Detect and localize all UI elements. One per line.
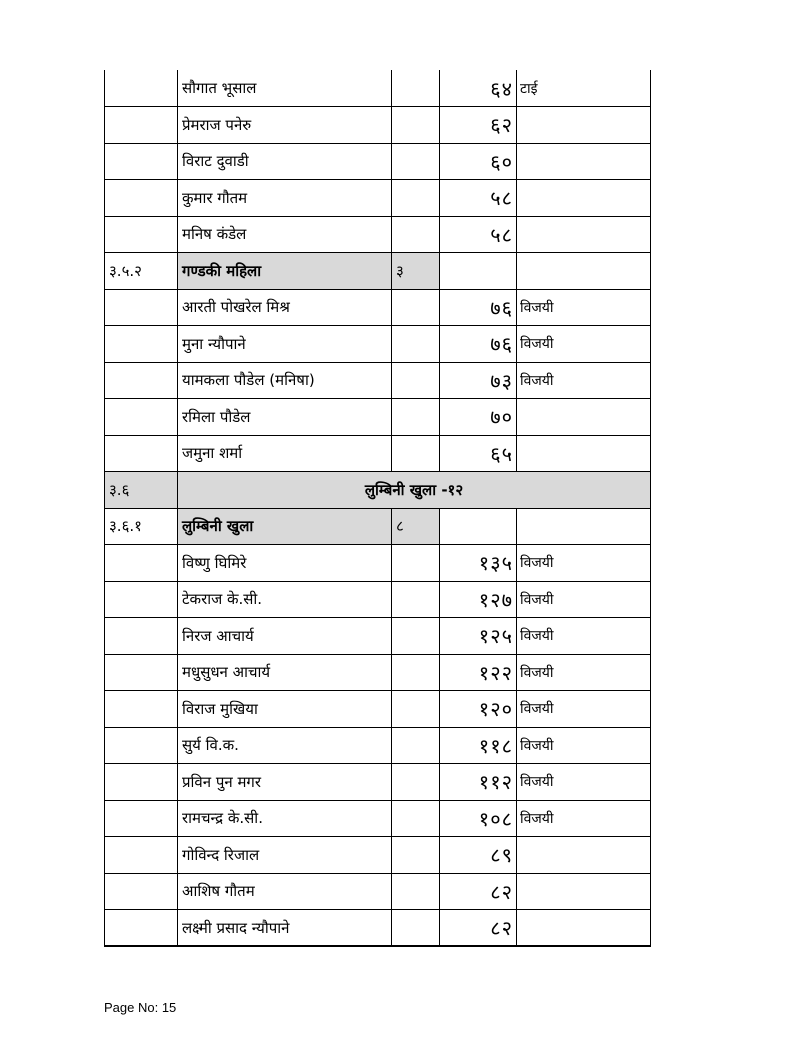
result-status-cell: विजयी	[517, 581, 651, 618]
serial-number-cell	[105, 764, 178, 801]
candidate-name-cell: लुम्बिनी खुला	[178, 508, 392, 545]
seats-cell: ३	[392, 253, 440, 290]
result-status-cell	[517, 143, 651, 180]
serial-number-cell: ३.५.२	[105, 253, 178, 290]
candidate-row	[105, 362, 651, 399]
candidate-row	[105, 399, 651, 436]
candidate-row	[105, 618, 651, 655]
result-status-cell	[517, 216, 651, 253]
seats-cell	[392, 180, 440, 217]
votes-cell: १२७	[440, 581, 517, 618]
serial-number-cell	[105, 837, 178, 874]
serial-number-cell	[105, 654, 178, 691]
serial-number-cell	[105, 216, 178, 253]
result-status-cell	[517, 837, 651, 874]
candidate-row	[105, 107, 651, 144]
seats-cell	[392, 143, 440, 180]
serial-number-cell	[105, 727, 178, 764]
serial-number-cell	[105, 435, 178, 472]
serial-number-cell	[105, 289, 178, 326]
result-status-cell: विजयी	[517, 727, 651, 764]
serial-number-cell	[105, 545, 178, 582]
candidate-name-cell: लक्ष्मी प्रसाद न्यौपाने	[178, 910, 392, 947]
serial-number-cell	[105, 873, 178, 910]
seats-cell	[392, 399, 440, 436]
candidate-name-cell: गण्डकी महिला	[178, 253, 392, 290]
candidate-name-cell: यामकला पौडेल (मनिषा)	[178, 362, 392, 399]
candidate-name-cell: रामचन्द्र के.सी.	[178, 800, 392, 837]
category-header-row	[105, 508, 651, 545]
seats-cell	[392, 216, 440, 253]
result-status-cell: टाई	[517, 70, 651, 107]
candidate-row	[105, 326, 651, 363]
seats-cell	[392, 326, 440, 363]
serial-number-cell	[105, 143, 178, 180]
candidate-name-cell: प्रविन पुन मगर	[178, 764, 392, 801]
category-header-row	[105, 253, 651, 290]
result-status-cell: विजयी	[517, 764, 651, 801]
candidate-name-cell: टेकराज के.सी.	[178, 581, 392, 618]
candidate-name-cell: कुमार गौतम	[178, 180, 392, 217]
candidate-name-cell: प्रेमराज पनेरु	[178, 107, 392, 144]
result-status-cell	[517, 180, 651, 217]
seats-cell	[392, 691, 440, 728]
votes-cell: ८९	[440, 837, 517, 874]
page-number: Page No: 15	[104, 1000, 177, 1015]
candidate-row	[105, 764, 651, 801]
seats-cell	[392, 873, 440, 910]
votes-cell	[440, 508, 517, 545]
candidate-row	[105, 800, 651, 837]
candidate-row	[105, 727, 651, 764]
serial-number-cell	[105, 326, 178, 363]
candidate-name-cell: विष्णु घिमिरे	[178, 545, 392, 582]
group-header-row	[105, 472, 651, 509]
serial-number-cell	[105, 581, 178, 618]
votes-cell: ६५	[440, 435, 517, 472]
candidate-name-cell: मनिष कंडेल	[178, 216, 392, 253]
result-status-cell: विजयी	[517, 654, 651, 691]
votes-cell: ६४	[440, 70, 517, 107]
votes-cell: १०८	[440, 800, 517, 837]
serial-number-cell: ३.६.१	[105, 508, 178, 545]
candidate-row	[105, 654, 651, 691]
serial-number-cell: ३.६	[105, 472, 178, 509]
candidate-name-cell: विराट दुवाडी	[178, 143, 392, 180]
candidate-name-cell: आशिष गौतम	[178, 873, 392, 910]
seats-cell	[392, 727, 440, 764]
votes-cell	[440, 253, 517, 290]
votes-cell: ७६	[440, 326, 517, 363]
serial-number-cell	[105, 399, 178, 436]
result-status-cell	[517, 508, 651, 545]
result-status-cell	[517, 253, 651, 290]
candidate-row	[105, 143, 651, 180]
candidate-name-cell: निरज आचार्य	[178, 618, 392, 655]
group-title-cell: लुम्बिनी खुला -१२	[178, 472, 651, 509]
candidate-name-cell: मधुसुधन आचार्य	[178, 654, 392, 691]
seats-cell	[392, 435, 440, 472]
candidate-row	[105, 545, 651, 582]
votes-cell: ७३	[440, 362, 517, 399]
candidate-row	[105, 837, 651, 874]
votes-cell: १२५	[440, 618, 517, 655]
result-status-cell: विजयी	[517, 545, 651, 582]
result-status-cell	[517, 435, 651, 472]
serial-number-cell	[105, 107, 178, 144]
serial-number-cell	[105, 618, 178, 655]
serial-number-cell	[105, 691, 178, 728]
seats-cell	[392, 362, 440, 399]
votes-cell: ११२	[440, 764, 517, 801]
result-status-cell: विजयी	[517, 691, 651, 728]
seats-cell: ८	[392, 508, 440, 545]
seats-cell	[392, 581, 440, 618]
candidate-name-cell: मुना न्यौपाने	[178, 326, 392, 363]
serial-number-cell	[105, 180, 178, 217]
result-status-cell: विजयी	[517, 618, 651, 655]
seats-cell	[392, 800, 440, 837]
votes-cell: १२२	[440, 654, 517, 691]
votes-cell: ७०	[440, 399, 517, 436]
seats-cell	[392, 618, 440, 655]
result-status-cell	[517, 910, 651, 947]
candidate-row	[105, 581, 651, 618]
candidate-row	[105, 910, 651, 947]
candidate-name-cell: गोविन्द रिजाल	[178, 837, 392, 874]
seats-cell	[392, 764, 440, 801]
table-body	[105, 70, 651, 946]
candidate-row	[105, 289, 651, 326]
candidate-name-cell: रमिला पौडेल	[178, 399, 392, 436]
result-status-cell	[517, 399, 651, 436]
serial-number-cell	[105, 910, 178, 947]
candidate-name-cell: सुर्य वि.क.	[178, 727, 392, 764]
candidate-name-cell: सौगात भूसाल	[178, 70, 392, 107]
seats-cell	[392, 654, 440, 691]
candidate-name-cell: विराज मुखिया	[178, 691, 392, 728]
votes-cell: ८२	[440, 910, 517, 947]
votes-cell: ६०	[440, 143, 517, 180]
seats-cell	[392, 910, 440, 947]
result-status-cell: विजयी	[517, 362, 651, 399]
serial-number-cell	[105, 70, 178, 107]
candidate-row	[105, 873, 651, 910]
seats-cell	[392, 837, 440, 874]
votes-cell: १३५	[440, 545, 517, 582]
votes-cell: ७६	[440, 289, 517, 326]
candidate-name-cell: आरती पोखरेल मिश्र	[178, 289, 392, 326]
votes-cell: १२०	[440, 691, 517, 728]
candidate-name-cell: जमुना शर्मा	[178, 435, 392, 472]
result-status-cell: विजयी	[517, 800, 651, 837]
votes-cell: ६२	[440, 107, 517, 144]
seats-cell	[392, 289, 440, 326]
seats-cell	[392, 70, 440, 107]
result-status-cell	[517, 873, 651, 910]
candidate-row	[105, 180, 651, 217]
results-table	[104, 70, 651, 947]
serial-number-cell	[105, 362, 178, 399]
votes-cell: ८२	[440, 873, 517, 910]
candidate-row	[105, 216, 651, 253]
votes-cell: ५८	[440, 216, 517, 253]
seats-cell	[392, 545, 440, 582]
candidate-row	[105, 70, 651, 107]
result-status-cell: विजयी	[517, 326, 651, 363]
votes-cell: ११८	[440, 727, 517, 764]
result-status-cell	[517, 107, 651, 144]
candidate-row	[105, 435, 651, 472]
result-status-cell: विजयी	[517, 289, 651, 326]
serial-number-cell	[105, 800, 178, 837]
seats-cell	[392, 107, 440, 144]
candidate-row	[105, 691, 651, 728]
votes-cell: ५८	[440, 180, 517, 217]
